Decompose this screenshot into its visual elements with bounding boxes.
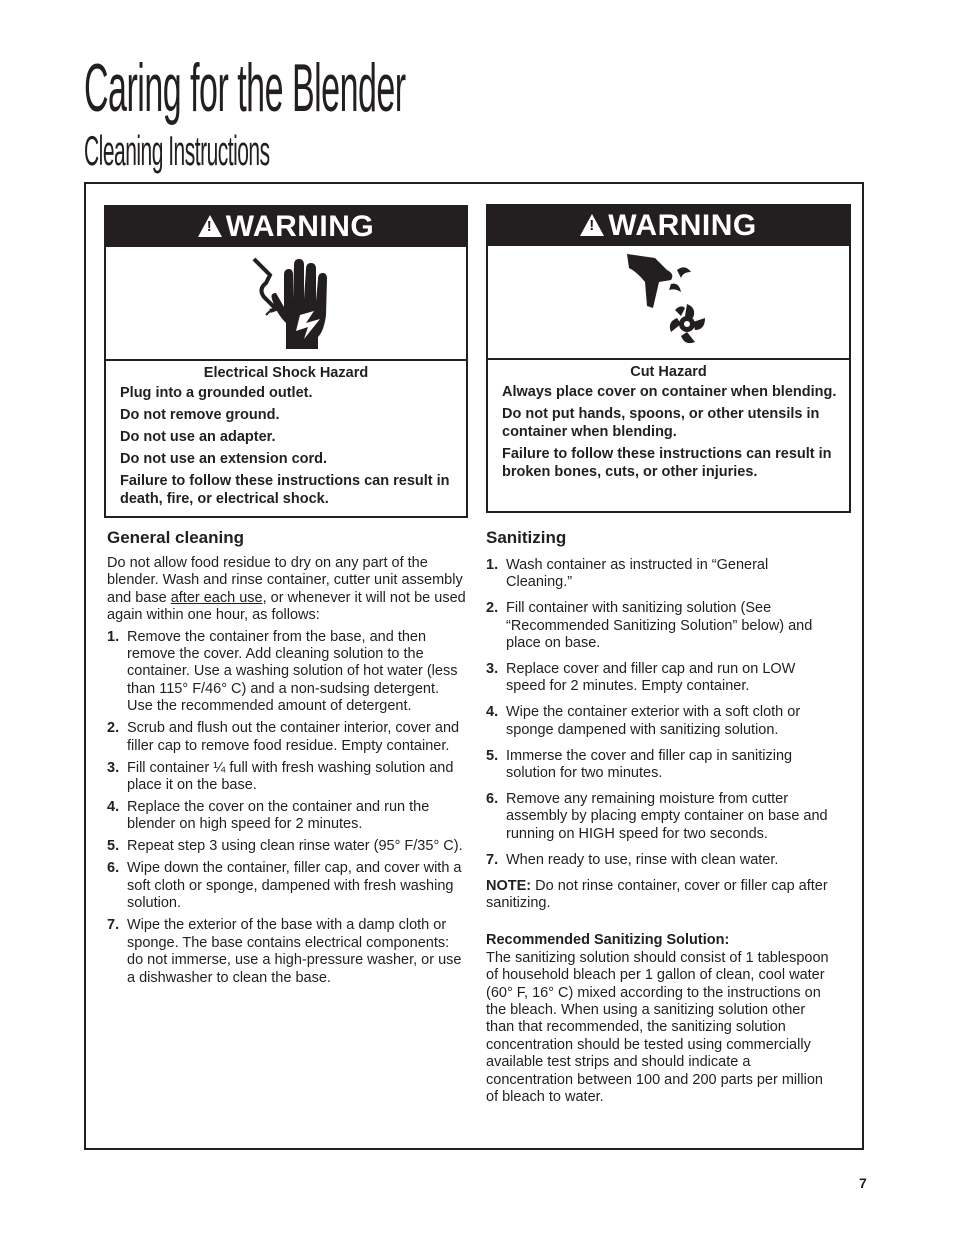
warning-triangle-icon [198, 215, 222, 237]
list-item: 6. Wipe down the container, filler cap, and cover with a soft cloth or sponge, dampened with fresh washing solution. [107, 860, 462, 912]
list-item: 4. Replace the cover on the container and run the blender on high speed for 2 minutes. [107, 799, 430, 833]
sanitizing-section [486, 527, 830, 1106]
list-item: 1. Wash container as instructed in “General Cleaning.” [486, 557, 769, 591]
list-item: 3. Fill container ¼ full with fresh washing solution and place it on the base. [107, 759, 454, 794]
list-item: 4. Wipe the container exterior with a soft cloth or sponge dampened with sanitizing solution. [486, 704, 801, 738]
warning-line: Do not put hands, spoons, or other utensils in container when blending. [502, 406, 820, 440]
warning-line: Failure to follow these instructions can result in death, fire, or electrical shock. [120, 473, 450, 507]
list-item: 5. Repeat step 3 using clean rinse water (95° F/35° C). [107, 838, 463, 855]
hazard-title: Cut Hazard [630, 364, 707, 380]
warning-triangle-icon [580, 214, 604, 236]
list-item: 6. Remove any remaining moisture from cutter assembly by placing empty container on base and running on HIGH speed for two seconds. [486, 790, 828, 842]
electrical-shock-icon [236, 253, 336, 353]
hazard-pictogram [106, 247, 466, 361]
list-item: 7. Wipe the exterior of the base with a damp cloth or sponge. The base contains electrical components: do not immerse, use a high-pressure washer, or use a dishwasher to clean the base. [107, 917, 462, 986]
warning-line: Failure to follow these instructions can result in broken bones, cuts, or other injuries. [502, 446, 832, 480]
list-item: 1. Remove the container from the base, and then remove the cover. Add cleaning solution to the container. Use a washing solution of hot water (less than 115° F/46° C) and a non-sudsing detergent. Use the recommended amount of detergent. [107, 628, 458, 715]
page-title: Caring for the Blender [84, 50, 406, 126]
warning-line: Plug into a grounded outlet. [120, 385, 313, 401]
warning-line: Do not use an adapter. [120, 429, 276, 445]
warning-box-cut [486, 204, 851, 513]
warning-header [106, 207, 466, 247]
general-cleaning-section [107, 527, 467, 992]
page-subtitle: Cleaning Instructions [84, 127, 270, 174]
warning-text [106, 384, 466, 508]
page-number: 7 [859, 1175, 867, 1191]
warning-line: Do not use an extension cord. [120, 451, 328, 467]
recommended-solution-text: The sanitizing solution should consist of 1 tablespoon of household bleach per 1 gallon of clean, cool water (60° F, 16° C) mixed according to the instructions on the bleach. When using a sanitizing solution other than that recommended, the sanitizing solution concentration should be tested using commercially available test strips and should indicate a concentration between 100 and 200 parts per million of bleach to water. [486, 949, 829, 1106]
warning-box-electrical [104, 205, 468, 518]
warning-label: WARNING [608, 209, 757, 242]
list-item: 2. Scrub and flush out the container interior, cover and filler cap to remove food residue. Empty container. [107, 720, 460, 754]
general-intro: Do not allow food residue to dry on any part of the blender. Wash and rinse container, cutter unit assembly and base after each use, or whenever it will not be used again within one hour, as follows: [107, 555, 466, 624]
warning-text [488, 383, 849, 481]
list-item: 7. When ready to use, rinse with clean water. [486, 851, 779, 868]
hazard-pictogram [488, 246, 849, 360]
list-item: 3. Replace cover and filler cap and run on LOW speed for 2 minutes. Empty container. [486, 661, 796, 695]
warning-line: Do not remove ground. [120, 407, 280, 423]
hazard-title: Electrical Shock Hazard [203, 365, 369, 381]
section-heading: Sanitizing [486, 528, 567, 547]
recommended-solution-heading: Recommended Sanitizing Solution: [486, 932, 730, 949]
list-item: 2. Fill container with sanitizing solution (See “Recommended Sanitizing Solution” below) and place on base. [486, 600, 813, 652]
warning-label: WARNING [225, 210, 375, 243]
section-heading: General cleaning [107, 528, 244, 547]
cut-hazard-icon [619, 252, 719, 352]
sanitizing-note: NOTE: Do not rinse container, cover or filler cap after sanitizing. [486, 877, 828, 911]
general-steps [107, 629, 467, 987]
warning-line: Always place cover on container when blending. [502, 384, 837, 400]
sanitizing-steps [486, 557, 830, 869]
warning-header [488, 206, 849, 246]
list-item: 5. Immerse the cover and filler cap in sanitizing solution for two minutes. [486, 747, 793, 782]
